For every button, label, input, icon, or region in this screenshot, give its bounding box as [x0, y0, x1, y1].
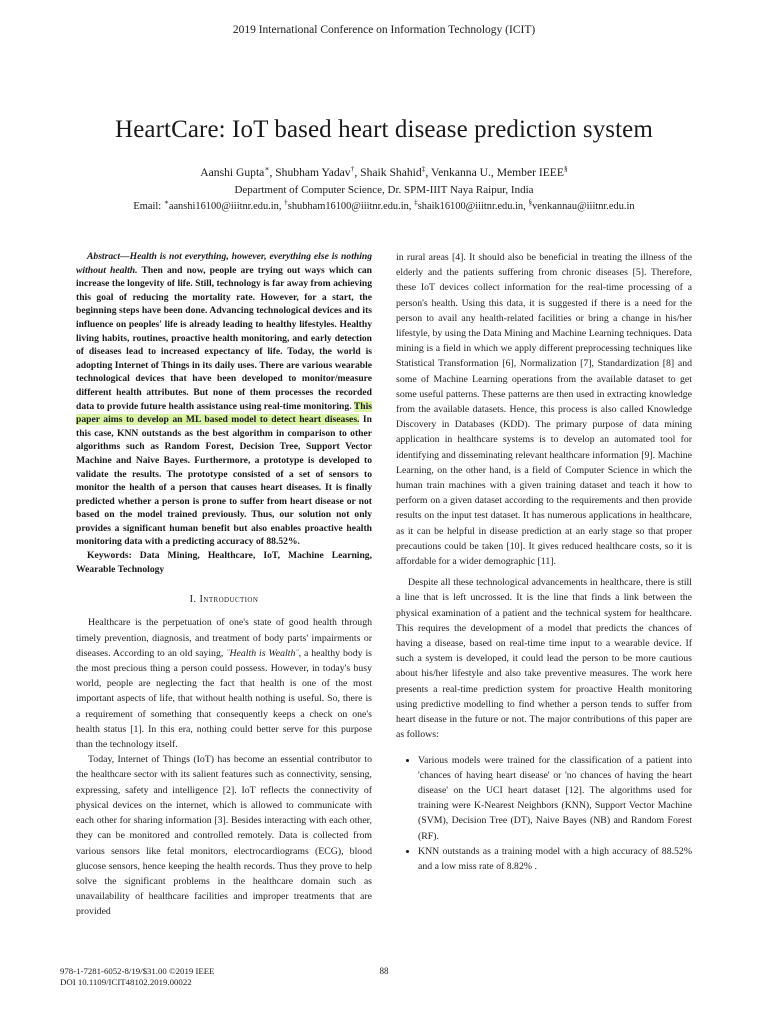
paragraph: Today, Internet of Things (IoT) has become an essential contributor to the healthcare sector with its salient features such as connectivity, sensing, expressing, safety and intelligence [2]. IoT reflects the connectivity of physical devices on the internet, which is allowed to communicate with each other for sharing information [3]. Besides interacting with each other, they can be monitored and controlled remotely. Data is collected from various sensors like fetal monitors, electrocardiograms (ECG), blood glucose sensors, hence keeping the health records. Thus they prove to help solve the significant problems in the healthcare domain such as unavailability of healthcare facilities and improper treatments that are provided: [76, 754, 372, 918]
author-list: Aanshi Gupta∗, Shubham Yadav†, Shaik Shahid‡, Venkanna U., Member IEEE§: [200, 164, 568, 179]
doi-line: DOI 10.1109/ICIT48102.2019.00022: [60, 977, 192, 987]
list-item: • KNN outstands as a training model with a high accuracy of 88.52% and a low miss rate of 8.82% .: [418, 844, 692, 874]
email-address[interactable]: venkannau@iiitnr.edu.in: [532, 201, 635, 212]
paragraph: in rural areas [4]. It should also be beneficial in treating the illness of the elderly and the patients suffering from chronic diseases [5]. Therefore, these IoT devices collect information for the real-time processing of a person's health. Using this data, it is suggested if there is a need for the person to avail any health-related facilities or bring a change in his/her lifestyle, by using the Data Mining and Machine Learning techniques. Data mining is a field in which we apply different preprocessing techniques like Statistical Transformation [6], Normalization [7], Standardization [8] and some of Machine Learning operations from the available dataset to get some useful patterns. These patterns are then used in extracting knowledge from the available datasets. Hence, this process is also called Knowledge Discovery in Databases (KDD). The primary purpose of data mining application in healthcare systems is to develop an automated tool for identifying and disseminating relevant healthcare information [9]. Machine Learning, on the other hand, is a field of Computer Science in which the human train machines with a given training dataset and teach it how to perform on a given dataset according to the requirements and then provide results on the input test dataset. It has numerous applications in healthcare, as it can be helpful in disease prediction at an early stage so that proper precautions could be taken [10]. It gives reduced healthcare costs, so it is affordable for a wider demographic [11].: [396, 252, 692, 568]
footer-copyright: [60, 966, 215, 988]
email-list: [0, 197, 768, 212]
right-column: [396, 250, 692, 874]
author-name: Shaik Shahid: [360, 166, 422, 179]
email-mark: ∗: [163, 197, 169, 207]
author-name: Venkanna U., Member IEEE: [431, 166, 564, 179]
email-address[interactable]: shubham16100@iiitnr.edu.in,: [287, 201, 412, 212]
section-heading: [76, 592, 372, 607]
author-name: Aanshi Gupta: [200, 166, 265, 179]
contribution-list: [396, 753, 692, 875]
isbn-line: 978-1-7281-6052-8/19/$31.00 ©2019 IEEE: [60, 966, 215, 976]
email-mark: †: [284, 197, 288, 207]
abstract: [76, 250, 372, 549]
email-address[interactable]: shaik16100@iiitnr.edu.in,: [417, 201, 526, 212]
author-mark: ‡: [421, 164, 426, 174]
author-mark: §: [563, 164, 568, 174]
conference-header: 2019 International Conference on Information Technology (ICIT): [232, 24, 536, 36]
keywords: Keywords: Data Mining, Healthcare, IoT, Machine Learning, Wearable Technology: [76, 550, 372, 575]
email-label: Email:: [133, 201, 162, 212]
abstract-text: Then and now, people are trying out ways which can increase the longevity of life. Still, technology is far away from achieving this goal of reducing the mortality rate. However, for a start, the beginning steps have been done. Advancing technological devices and its influence on peoples' life is already leading to healthy lifestyles. Healthy living habits, routines, proactive health monitoring, and early detection of diseases lead to increased expectancy of life. Today, the world is adopting Internet of Things in its daily uses. There are various wearable technological devices that have been developed to monitor/measure different health attributes. But none of them processes the recorded data to provide future health assistance using real-time monitoring.: [76, 264, 372, 412]
page-number: 88: [379, 966, 389, 976]
author-name: Shubham Yadav: [275, 166, 351, 179]
abstract-lead: Abstract—Health is not everything, however, everything else is nothing without health.: [76, 251, 372, 276]
section-title: Introduction: [199, 594, 259, 606]
email-mark: §: [528, 197, 533, 207]
paragraph: Despite all these technological advancements in healthcare, there is still a line that is left uncrossed. It is the line that finds a link between the physical examination of a patient and the technical system for healthcare. This requires the development of a model that predicts the chances of having a disease, based on real-time time input to a wearable device. If such a system is developed, it could lead the person to be more cautious about his/her lifestyle and also take preventive measures. The work here presents a real-time prediction system for proactive Health monitoring using predictive modelling to find whether a person tends to suffer from heart disease in the future or not. The major contributions of this paper are as follows:: [396, 577, 692, 741]
section-number: I.: [189, 594, 197, 606]
email-mark: ‡: [413, 197, 418, 207]
paper-title: HeartCare: IoT based heart disease prediction system: [115, 116, 653, 143]
author-mark: ∗: [264, 164, 270, 174]
abstract-text: In this case, KNN outstands as the best algorithm in comparison to other algorithms such as Random Forest, Decision Tree, Support Vector Machine and Naive Bayes. Furthermore, a prototype is developed to validate the results. The prototype consisted of a set of sensors to monitor the health of a person that causes heart diseases. It is finally predicted whether a person is prone to suffer from heart disease or not based on the model trained previously. Thus, our solution not only provides a significant human benefit but also enables proactive health monitoring data with a predicting accuracy of 88.52%.: [76, 414, 372, 548]
author-mark: †: [350, 164, 355, 174]
list-item: • Various models were trained for the classification of a patient into 'chances of having heart disease' or 'no chances of having the heart disease' on the UCI heart dataset [12]. The algorithms used for training were K-Nearest Neighbors (KNN), Support Vector Machine (SVM), Decision Tree (DT), Naive Bayes (NB) and Random Forest (RF).: [418, 753, 692, 844]
email-address[interactable]: aanshi16100@iiitnr.edu.in,: [168, 201, 282, 212]
paragraph: [76, 615, 372, 752]
paragraph-text: , a healthy body is the most precious thing a person could possess. However, in today's busy world, people are neglecting the fact that health is one of the most important aspects of life, that without health nothing is useful. So, there is a requirement of something that consequently keeps a check on one's health status [1]. In this era, nothing could better serve for this purpose than the technology itself.: [76, 647, 372, 751]
highlighted-text[interactable]: This paper aims to develop an ML based model to detect heart diseases.: [76, 400, 372, 426]
affiliation: Department of Computer Science, Dr. SPM-IIIT Naya Raipur, India: [234, 184, 534, 196]
paragraph-text: Healthcare is the perpetuation of one's state of good health through timely prevention, diagnosis, and treatment of body parts' impairments or diseases. According to an old saying,: [76, 617, 372, 659]
quote-text: ¨Health is Wealth¨: [226, 647, 299, 659]
left-column: [76, 250, 372, 920]
